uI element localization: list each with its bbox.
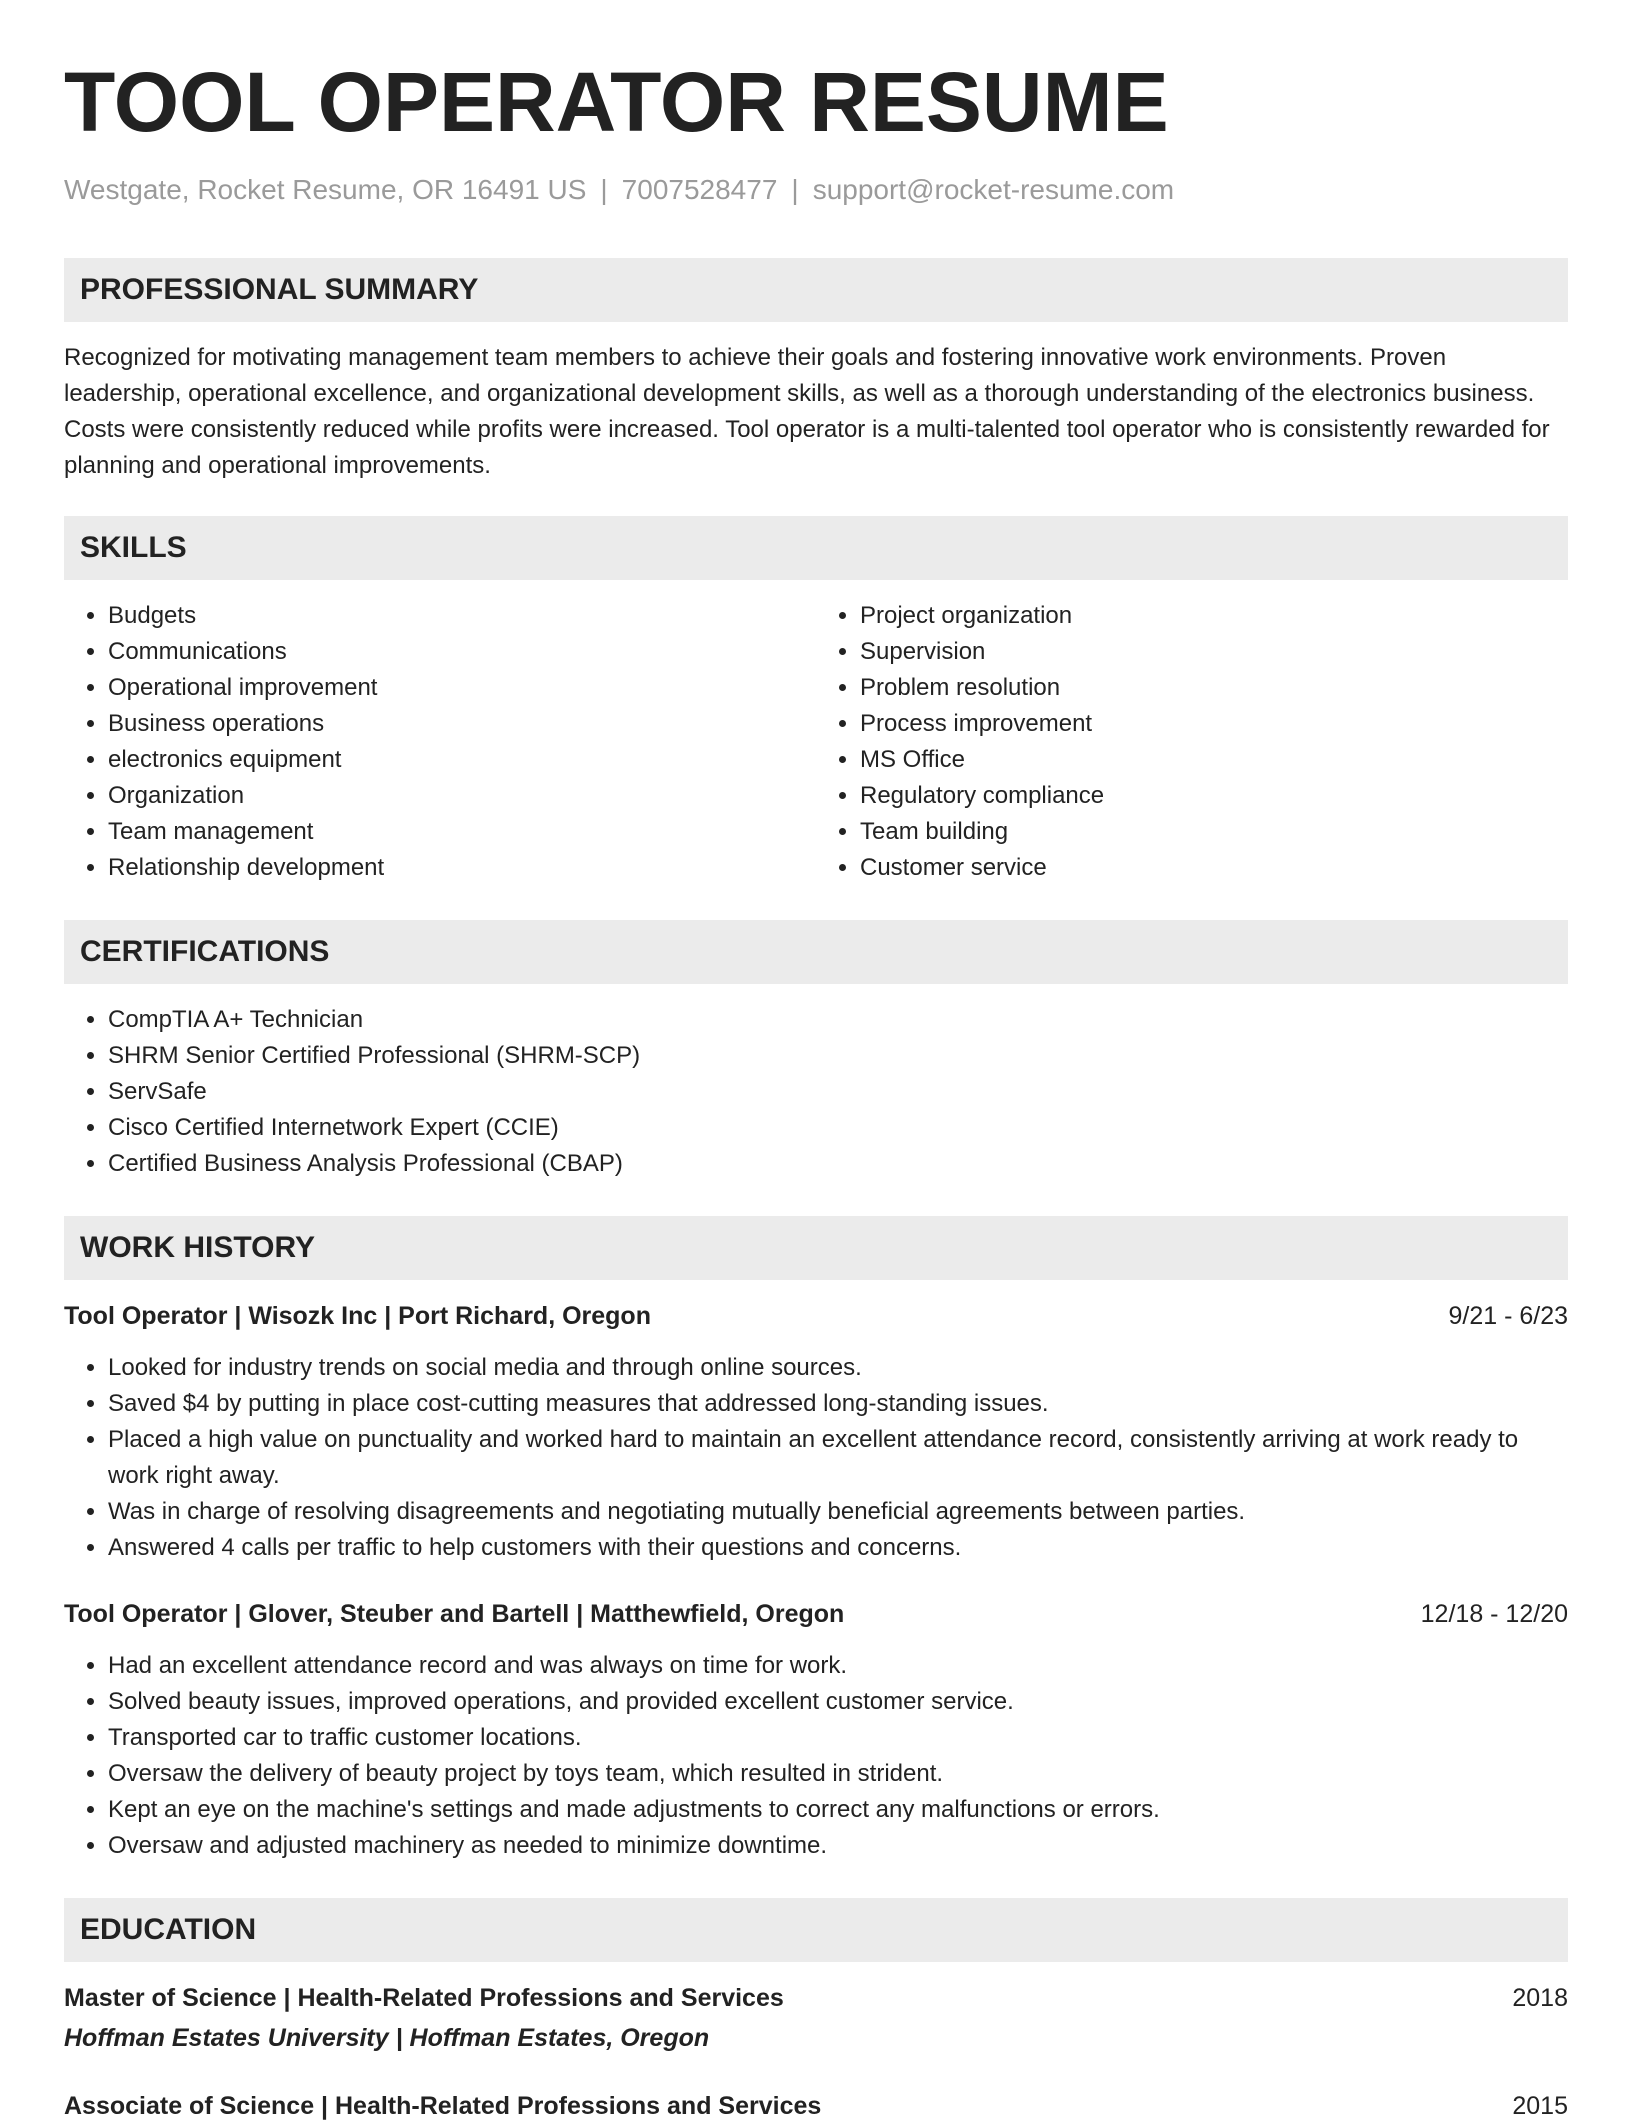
skill-item: • Communications bbox=[108, 634, 816, 670]
job-bullet: • Had an excellent attendance record and was always on time for work. bbox=[108, 1648, 1568, 1684]
graduation-year: 2018 bbox=[1512, 1984, 1568, 2012]
contact-address: Westgate, Rocket Resume, OR 16491 US bbox=[64, 174, 587, 205]
summary-text: Recognized for motivating management team members to achieve their goals and fostering innovative work environments. Proven leadership, operational excellence, and organizational development skills, as well as a thorough understanding of the electronics business. Costs were consistently reduced while profits were increased. Tool operator is a multi-talented tool operator who is consistently rewarded for planning and operational improvements. bbox=[64, 344, 1550, 479]
skills-right-column bbox=[816, 598, 1568, 886]
certification-item: • Cisco Certified Internetwork Expert (CCIE) bbox=[108, 1110, 1568, 1146]
education-entry bbox=[64, 1980, 1568, 2056]
skill-item: • Business operations bbox=[108, 706, 816, 742]
skills-left-column bbox=[64, 598, 816, 886]
certification-item: • CompTIA A+ Technician bbox=[108, 1002, 1568, 1038]
summary-section bbox=[64, 258, 1568, 484]
skill-item: • Team building bbox=[860, 814, 1568, 850]
job-entry bbox=[64, 1596, 1568, 1864]
job-bullet: • Oversaw the delivery of beauty project by toys team, which resulted in strident. bbox=[108, 1756, 1568, 1792]
skill-item: • Relationship development bbox=[108, 850, 816, 886]
job-bullet: • Saved $4 by putting in place cost-cutting measures that addressed long-standing issues. bbox=[108, 1386, 1568, 1422]
education-heading: EDUCATION bbox=[64, 1898, 1568, 1962]
job-bullet: • Solved beauty issues, improved operations, and provided excellent customer service. bbox=[108, 1684, 1568, 1720]
education-entry bbox=[64, 2088, 1568, 2124]
skills-section bbox=[64, 516, 1568, 886]
job-dates: 12/18 - 12/20 bbox=[1420, 1600, 1568, 1628]
education-header bbox=[64, 2088, 1568, 2124]
job-header bbox=[64, 1298, 1568, 1334]
skill-item: • Customer service bbox=[860, 850, 1568, 886]
skills-heading: SKILLS bbox=[64, 516, 1568, 580]
certifications-section bbox=[64, 920, 1568, 1182]
skills-grid bbox=[64, 598, 1568, 886]
job-bullet: • Kept an eye on the machine's settings and made adjustments to correct any malfunctions or errors. bbox=[108, 1792, 1568, 1828]
job-bullet: • Transported car to traffic customer locations. bbox=[108, 1720, 1568, 1756]
skill-item: • MS Office bbox=[860, 742, 1568, 778]
education-header bbox=[64, 1980, 1568, 2016]
skill-item: • Operational improvement bbox=[108, 670, 816, 706]
degree: Associate of Science | Health-Related Professions and Services bbox=[64, 2092, 822, 2120]
job-bullet: • Looked for industry trends on social media and through online sources. bbox=[108, 1350, 1568, 1386]
skill-item: • Regulatory compliance bbox=[860, 778, 1568, 814]
job-bullet: • Placed a high value on punctuality and worked hard to maintain an excellent attendance record, consistently arriving at work ready to work right away. bbox=[108, 1422, 1568, 1494]
skill-item: • Project organization bbox=[860, 598, 1568, 634]
resume-title: TOOL OPERATOR RESUME bbox=[64, 55, 1169, 149]
job-bullet: • Answered 4 calls per traffic to help customers with their questions and concerns. bbox=[108, 1530, 1568, 1566]
work-history-section bbox=[64, 1216, 1568, 1864]
job-bullets bbox=[64, 1350, 1568, 1566]
job-title: Tool Operator | Glover, Steuber and Bartell | Matthewfield, Oregon bbox=[64, 1600, 845, 1628]
degree: Master of Science | Health-Related Professions and Services bbox=[64, 1984, 784, 2012]
certification-item: • Certified Business Analysis Professional (CBAP) bbox=[108, 1146, 1568, 1182]
job-entry bbox=[64, 1298, 1568, 1566]
skill-item: • Organization bbox=[108, 778, 816, 814]
skill-item: • Team management bbox=[108, 814, 816, 850]
job-bullets bbox=[64, 1648, 1568, 1864]
contact-separator: | bbox=[600, 174, 608, 205]
skill-item: • Process improvement bbox=[860, 706, 1568, 742]
contact-phone: 7007528477 bbox=[621, 174, 778, 205]
school: Hoffman Estates University | Hoffman Estates, Oregon bbox=[64, 2024, 710, 2052]
job-dates: 9/21 - 6/23 bbox=[1448, 1302, 1568, 1330]
job-title: Tool Operator | Wisozk Inc | Port Richard, Oregon bbox=[64, 1302, 651, 1330]
job-bullet: • Was in charge of resolving disagreements and negotiating mutually beneficial agreements between parties. bbox=[108, 1494, 1568, 1530]
certification-item: • SHRM Senior Certified Professional (SHRM-SCP) bbox=[108, 1038, 1568, 1074]
certification-item: • ServSafe bbox=[108, 1074, 1568, 1110]
education-section bbox=[64, 1898, 1568, 2124]
certifications-heading: CERTIFICATIONS bbox=[64, 920, 1568, 984]
contact-separator: | bbox=[791, 174, 799, 205]
job-bullet: • Oversaw and adjusted machinery as needed to minimize downtime. bbox=[108, 1828, 1568, 1864]
summary-heading: PROFESSIONAL SUMMARY bbox=[64, 258, 1568, 322]
skill-item: • Supervision bbox=[860, 634, 1568, 670]
skill-item: • Budgets bbox=[108, 598, 816, 634]
skill-item: • electronics equipment bbox=[108, 742, 816, 778]
skill-item: • Problem resolution bbox=[860, 670, 1568, 706]
work-history-heading: WORK HISTORY bbox=[64, 1216, 1568, 1280]
graduation-year: 2015 bbox=[1512, 2092, 1568, 2120]
contact-email[interactable]: support@rocket-resume.com bbox=[812, 174, 1175, 205]
contact-line bbox=[64, 172, 1568, 208]
job-header bbox=[64, 1596, 1568, 1632]
certifications-list bbox=[64, 1002, 1568, 1182]
